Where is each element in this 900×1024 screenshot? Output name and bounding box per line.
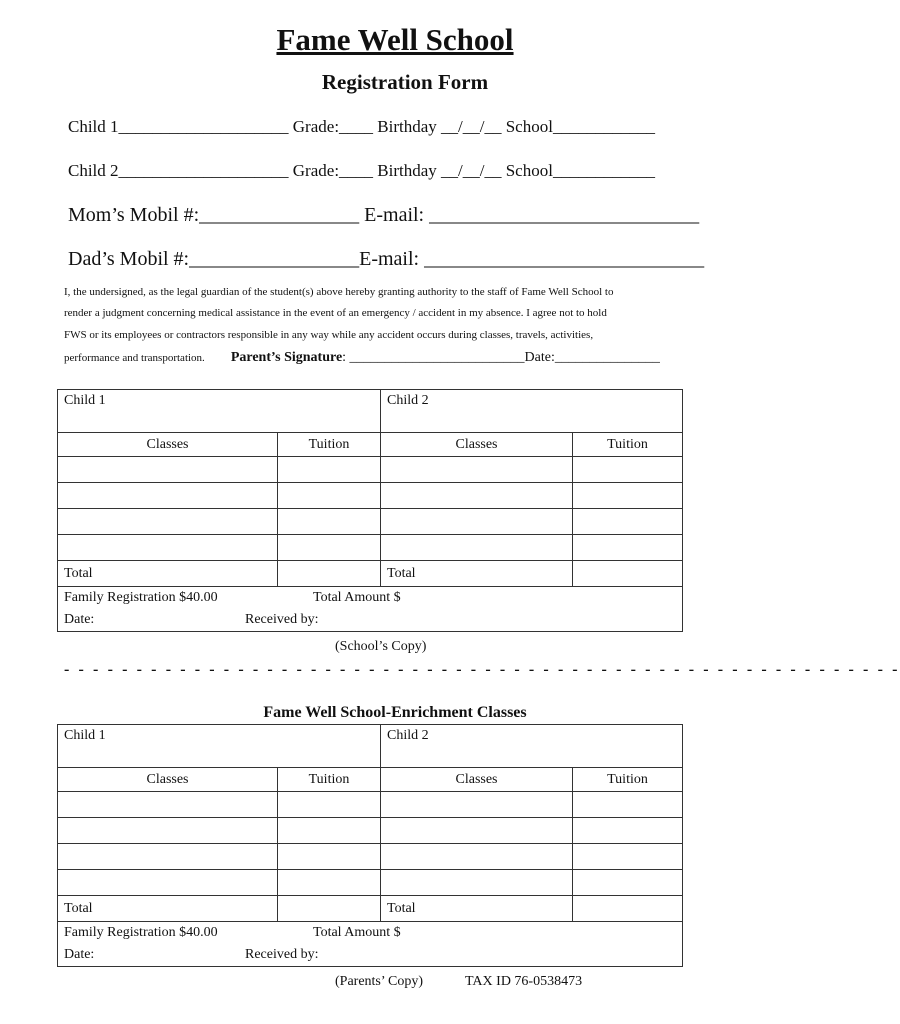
tuition-cell[interactable] [573, 509, 683, 535]
signature-date-field[interactable]: : _________________________Date:_______________ [342, 350, 660, 365]
class-cell[interactable] [58, 870, 278, 896]
tuition-cell[interactable] [278, 844, 381, 870]
table1-total-label-1: Total [58, 561, 278, 587]
tuition-cell[interactable] [573, 483, 683, 509]
class-cell[interactable] [58, 483, 278, 509]
class-cell[interactable] [381, 792, 573, 818]
form-subtitle: Registration Form [321, 70, 489, 94]
table-row [58, 818, 683, 844]
table1-total-value-1[interactable] [278, 561, 381, 587]
table2-child1-header: Child 1 [58, 725, 381, 768]
total-amount-field[interactable]: Total Amount $ [313, 925, 401, 940]
table1-classes-header-2: Classes [381, 433, 573, 457]
table2-child2-header: Child 2 [381, 725, 683, 768]
table2-total-value-2[interactable] [573, 896, 683, 922]
received-by-field[interactable]: Received by: [245, 947, 319, 962]
table-row [58, 844, 683, 870]
authorization-line-4: performance and transportation. [64, 352, 205, 364]
table-row [58, 870, 683, 896]
enrichment-classes-title: Fame Well School-Enrichment Classes [263, 704, 527, 721]
table1-footer [58, 587, 683, 632]
tuition-cell[interactable] [278, 535, 381, 561]
table-row [58, 457, 683, 483]
date-field[interactable]: Date: [64, 612, 95, 627]
class-cell[interactable] [381, 483, 573, 509]
dad-contact-line[interactable]: Dad’s Mobil #:_________________E-mail: ____________________________ [68, 248, 705, 270]
tuition-cell[interactable] [278, 792, 381, 818]
authorization-line-3: FWS or its employees or contractors responsible in any way while any accident occurs during classes, travels, activities, [64, 329, 594, 341]
family-registration-fee: Family Registration $40.00 [64, 925, 218, 940]
table2-footer [58, 922, 683, 967]
table2-tuition-header-2: Tuition [573, 768, 683, 792]
tuition-cell[interactable] [573, 457, 683, 483]
parents-copy-label: (Parents’ Copy) [335, 974, 423, 989]
signature-label: Parent’s Signature [230, 350, 343, 365]
parents-copy-table [57, 724, 683, 967]
class-cell[interactable] [381, 870, 573, 896]
tuition-cell[interactable] [278, 818, 381, 844]
mom-contact-line[interactable]: Mom’s Mobil #:________________ E-mail: ___________________________ [68, 204, 700, 226]
class-cell[interactable] [58, 509, 278, 535]
table2-total-label-1: Total [58, 896, 278, 922]
class-cell[interactable] [58, 535, 278, 561]
authorization-line-2: render a judgment concerning medical assistance in the event of an emergency / accident in my absence. I agree not to hold [64, 307, 607, 319]
table2-total-label-2: Total [381, 896, 573, 922]
class-cell[interactable] [381, 818, 573, 844]
tuition-cell[interactable] [573, 844, 683, 870]
table1-total-label-2: Total [381, 561, 573, 587]
cut-line-separator: - - - - - - - - - - - - - - - - - - - - - - - - - - - - - - - - - - - - - - - - - - - - - - - - - - - - - - - - - - [64, 661, 900, 678]
table-row [58, 483, 683, 509]
table-row [58, 535, 683, 561]
tuition-cell[interactable] [573, 870, 683, 896]
tax-id: TAX ID 76-0538473 [465, 974, 583, 989]
tuition-cell[interactable] [278, 870, 381, 896]
table1-total-value-2[interactable] [573, 561, 683, 587]
table1-child1-header: Child 1 [58, 390, 381, 433]
child2-info-line[interactable]: Child 2____________________ Grade:____ Birthday __/__/__ School____________ [68, 161, 655, 180]
class-cell[interactable] [58, 844, 278, 870]
class-cell[interactable] [381, 844, 573, 870]
class-cell[interactable] [58, 792, 278, 818]
schools-copy-label: (School’s Copy) [335, 639, 427, 654]
table1-tuition-header-1: Tuition [278, 433, 381, 457]
class-cell[interactable] [381, 457, 573, 483]
tuition-cell[interactable] [278, 509, 381, 535]
total-amount-field[interactable]: Total Amount $ [313, 590, 401, 605]
table1-child2-header: Child 2 [381, 390, 683, 433]
table2-tuition-header-1: Tuition [278, 768, 381, 792]
authorization-line-1: I, the undersigned, as the legal guardian of the student(s) above hereby granting authority to the staff of Fame Well School to [64, 286, 614, 298]
table-row [58, 792, 683, 818]
class-cell[interactable] [381, 535, 573, 561]
date-field[interactable]: Date: [64, 947, 95, 962]
tuition-cell[interactable] [573, 792, 683, 818]
table2-total-value-1[interactable] [278, 896, 381, 922]
table1-classes-header-1: Classes [58, 433, 278, 457]
school-title: Fame Well School [276, 22, 514, 57]
school-copy-table [57, 389, 683, 632]
table2-classes-header-2: Classes [381, 768, 573, 792]
child1-info-line[interactable]: Child 1____________________ Grade:____ Birthday __/__/__ School____________ [68, 117, 655, 136]
class-cell[interactable] [58, 818, 278, 844]
tuition-cell[interactable] [278, 457, 381, 483]
tuition-cell[interactable] [573, 535, 683, 561]
signature-row [64, 348, 660, 366]
family-registration-fee: Family Registration $40.00 [64, 590, 218, 605]
tuition-cell[interactable] [573, 818, 683, 844]
table-row [58, 509, 683, 535]
table1-tuition-header-2: Tuition [573, 433, 683, 457]
class-cell[interactable] [58, 457, 278, 483]
table2-classes-header-1: Classes [58, 768, 278, 792]
class-cell[interactable] [381, 509, 573, 535]
tuition-cell[interactable] [278, 483, 381, 509]
received-by-field[interactable]: Received by: [245, 612, 319, 627]
